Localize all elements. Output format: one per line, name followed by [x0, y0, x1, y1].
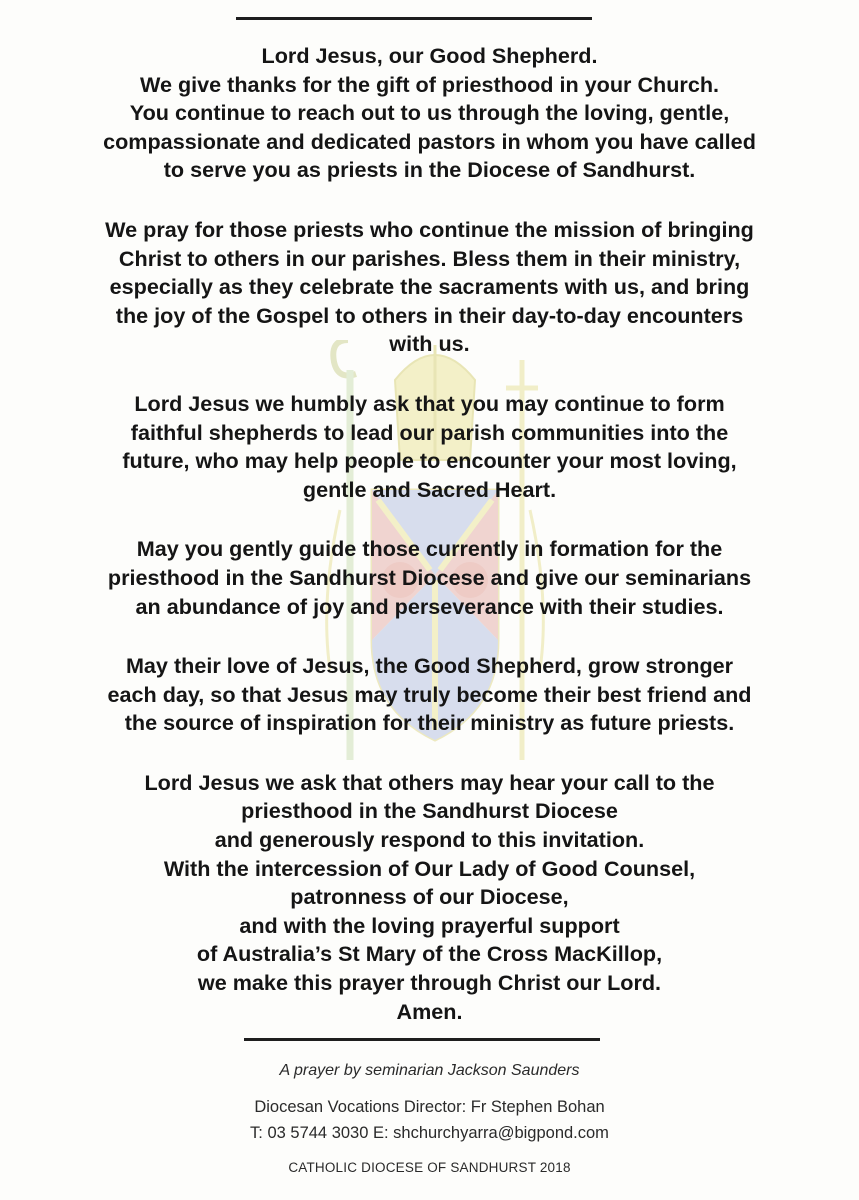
prayer-line: the source of inspiration for their ministry as future priests.	[124, 710, 735, 736]
stanza-4	[0, 535, 859, 621]
prayer-line: With the intercession of Our Lady of Good Counsel,	[163, 855, 696, 881]
stanza-2	[0, 216, 859, 359]
prayer-line: May their love of Jesus, the Good Shepherd, grow stronger	[125, 653, 734, 679]
stanza-1	[0, 42, 859, 185]
top-divider	[236, 17, 592, 20]
prayer-line: and generously respond to this invitation.	[214, 827, 645, 853]
prayer-line: to serve you as priests in the Diocese of Sandhurst.	[163, 157, 696, 183]
stanza-5	[0, 652, 859, 738]
prayer-line: patronness of our Diocese,	[290, 884, 569, 910]
stanza-3	[0, 390, 859, 504]
prayer-amen: Amen.	[396, 998, 463, 1024]
prayer-line: priesthood in the Sandhurst Diocese	[241, 798, 618, 824]
prayer-line: especially as they celebrate the sacraments with us, and bring	[109, 274, 750, 300]
prayer-line: with us.	[389, 331, 470, 357]
prayer-line: gentle and Sacred Heart.	[302, 476, 557, 502]
vocations-director: Diocesan Vocations Director: Fr Stephen Bohan	[254, 1098, 605, 1116]
prayer-line: future, who may help people to encounter your most loving,	[122, 448, 737, 474]
stanza-6	[0, 769, 859, 1026]
prayer-line: priesthood in the Sandhurst Diocese and give our seminarians	[107, 564, 752, 590]
prayer-line: each day, so that Jesus may truly become their best friend and	[107, 681, 752, 707]
prayer-text	[0, 42, 859, 1057]
prayer-line: You continue to reach out to us through the loving, gentle,	[129, 100, 730, 126]
diocese-credit: CATHOLIC DIOCESE OF SANDHURST 2018	[288, 1160, 571, 1175]
prayer-line: Christ to others in our parishes. Bless them in their ministry,	[118, 245, 741, 271]
prayer-line: an abundance of joy and perseverance with their studies.	[135, 593, 724, 619]
prayer-line: Lord Jesus, our Good Shepherd.	[261, 43, 598, 68]
prayer-line: We pray for those priests who continue the mission of bringing	[105, 216, 754, 242]
prayer-line: We give thanks for the gift of priesthood in your Church.	[139, 71, 720, 97]
prayer-line: Lord Jesus we ask that others may hear your call to the	[144, 769, 715, 795]
prayer-line: of Australia’s St Mary of the Cross MacKillop,	[196, 941, 663, 967]
prayer-line: faithful shepherds to lead our parish communities into the	[130, 419, 729, 445]
prayer-line: the joy of the Gospel to others in their day-to-day encounters	[115, 302, 744, 328]
prayer-line: Lord Jesus we humbly ask that you may continue to form	[134, 390, 725, 416]
prayer-line: and with the loving prayerful support	[239, 912, 620, 938]
prayer-line: May you gently guide those currently in formation for the	[136, 536, 723, 562]
contact-details: T: 03 5744 3030 E: shchurchyarra@bigpond.com	[250, 1124, 609, 1142]
prayer-line: we make this prayer through Christ our Lord.	[197, 970, 662, 996]
prayer-line: compassionate and dedicated pastors in whom you have called	[103, 128, 756, 154]
prayer-byline: A prayer by seminarian Jackson Saunders	[279, 1062, 580, 1079]
